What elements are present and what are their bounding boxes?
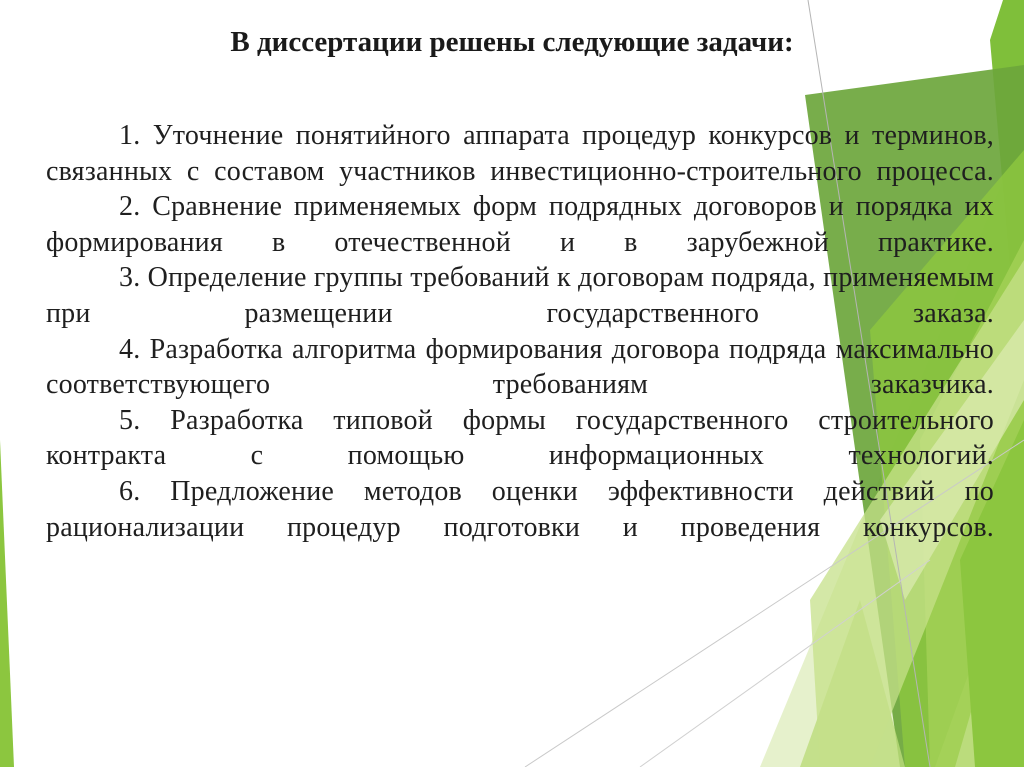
task-number: 5. <box>119 404 141 436</box>
task-list <box>46 118 994 545</box>
left-green-stripe <box>0 440 14 767</box>
task-item-5 <box>46 403 994 474</box>
slide-title: В диссертации решены следующие задачи: <box>230 26 794 58</box>
task-text: Предложение методов оценки эффективности действий по рационализации процедур подготовки и проведения конкурсов. <box>46 475 994 543</box>
task-number: 4. <box>119 333 141 365</box>
task-text: Уточнение понятийного аппарата процедур конкурсов и терминов, связанных с составом участников инвестиционно-строительного процесса. <box>46 120 995 187</box>
task-item-6 <box>46 474 994 545</box>
task-number: 1. <box>119 120 141 151</box>
task-item-1 <box>46 118 994 189</box>
task-item-2 <box>46 189 994 260</box>
task-number: 2. <box>119 191 141 223</box>
task-text: Определение группы требований к договорам подряда, применяемым при размещении государственного заказа. <box>46 262 994 329</box>
task-text: Разработка типовой формы государственного строительного контракта с помощью информационных технологий. <box>46 404 995 472</box>
task-number: 3. <box>119 262 141 294</box>
task-item-4 <box>46 332 994 403</box>
task-item-3 <box>46 260 994 331</box>
task-text: Разработка алгоритма формирования договора подряда максимально соответствующего требованиям заказчика. <box>46 333 995 401</box>
task-text: Сравнение применяемых форм подрядных договоров и порядка их формирования в отечественной и в зарубежной практике. <box>46 191 994 258</box>
task-number: 6. <box>119 475 141 507</box>
